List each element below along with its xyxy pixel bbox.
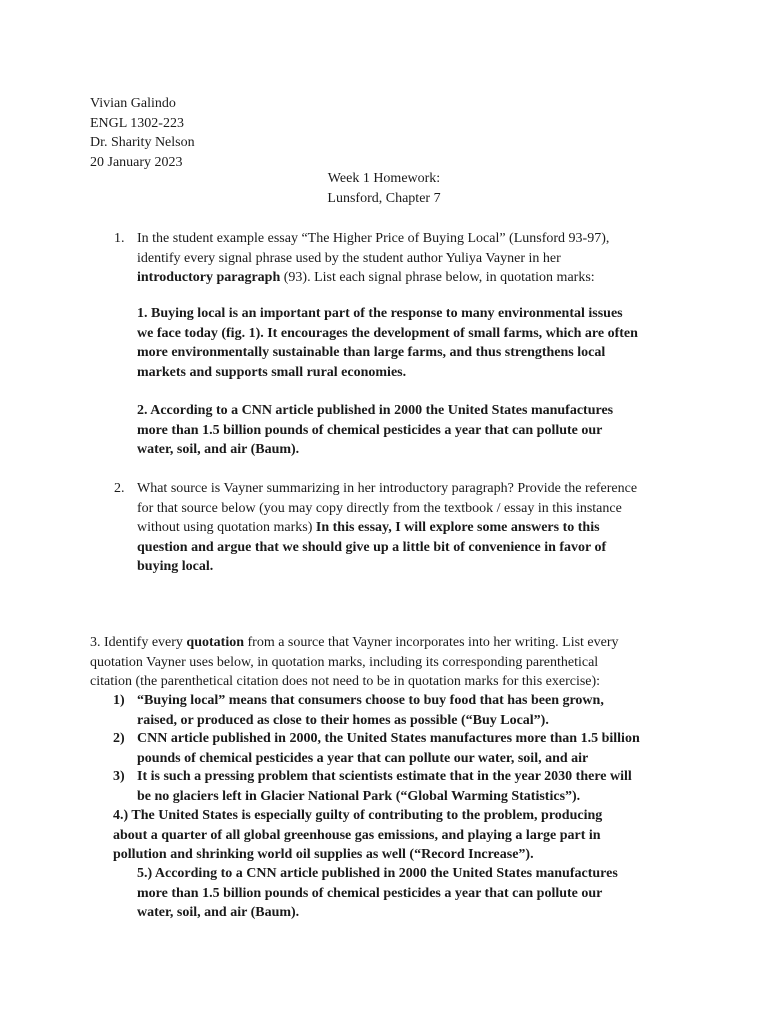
list-item-line: pollution and shrinking world oil supplies as well (“Record Increase”). <box>113 847 534 863</box>
emphasis-text: quotation <box>186 635 244 650</box>
list-item-number: 3) <box>113 769 125 784</box>
question-text-line <box>137 268 609 288</box>
answer-text: In this essay, I will explore some answers to this <box>315 520 600 536</box>
question-text-line: quotation Vayner uses below, in quotation marks, including its corresponding parenthetical <box>90 654 599 670</box>
answer-line: question and argue that we should give up a little bit of convenience in favor of <box>137 539 607 555</box>
answer-line: we face today (fig. 1). It encourages the development of small farms, which are often <box>137 325 638 341</box>
question-text-line <box>90 633 619 653</box>
answer-2 <box>137 401 613 460</box>
question-text: 3. Identify every <box>90 635 187 650</box>
question-text-line: What source is Vayner summarizing in her introductory paragraph? Provide the reference <box>137 481 638 496</box>
answer-1 <box>137 304 638 382</box>
document-date: 20 January 2023 <box>90 154 183 170</box>
list-item-number: 1) <box>113 693 125 708</box>
list-item-line: “Buying local” means that consumers choose to buy food that has been grown, <box>137 693 604 708</box>
question-number: 1. <box>114 231 125 246</box>
answer-line: 2. According to a CNN article published in 2000 the United States manufactures <box>137 403 614 418</box>
question-text: (93). List each signal phrase below, in quotation marks: <box>280 270 595 286</box>
list-item <box>137 864 618 923</box>
question-text-line: for that source below (you may copy directly from the textbook / essay in this instance <box>137 500 622 516</box>
list-item-line: be no glaciers left in Glacier National Park (“Global Warming Statistics”). <box>137 788 581 804</box>
title-line-1: Week 1 Homework: <box>327 171 441 186</box>
document-title <box>0 169 768 208</box>
answer-line: 1. Buying local is an important part of the response to many environmental issues <box>137 306 623 321</box>
answer-line: buying local. <box>137 559 214 575</box>
author-name: Vivian Galindo <box>90 96 176 111</box>
document-header <box>90 94 195 172</box>
list-item-line: CNN article published in 2000, the United States manufactures more than 1.5 billion <box>137 731 640 746</box>
list-item-line: more than 1.5 billion pounds of chemical pesticides a year that can pollute our <box>137 885 603 901</box>
list-item-line: It is such a pressing problem that scientists estimate that in the year 2030 there will <box>137 769 632 784</box>
list-item-line: pounds of chemical pesticides a year that can pollute our water, soil, and air <box>137 750 589 766</box>
question-text-line: citation (the parenthetical citation does not need to be in quotation marks for this exercise): <box>90 674 601 690</box>
list-item-line: about a quarter of all global greenhouse gas emissions, and playing a large part in <box>113 827 601 843</box>
list-item-line: 4.) The United States is especially guilty of contributing to the problem, producing <box>113 808 603 823</box>
question-text-line: identify every signal phrase used by the student author Yuliya Vayner in her <box>137 250 561 266</box>
answer-line: more than 1.5 billion pounds of chemical pesticides a year that can pollute our <box>137 422 603 438</box>
course-code: ENGL 1302-223 <box>90 115 184 131</box>
question-text: from a source that Vayner incorporates into her writing. List every <box>244 635 619 650</box>
question-number: 2. <box>114 481 125 496</box>
emphasis-text: introductory paragraph <box>137 270 281 286</box>
list-item <box>113 806 602 865</box>
title-line-2: Lunsford, Chapter 7 <box>327 190 441 206</box>
question-text: without using quotation marks) <box>137 520 316 536</box>
question-text-line <box>137 518 637 538</box>
answer-line: markets and supports small rural economies. <box>137 364 407 380</box>
answer-line: water, soil, and air (Baum). <box>137 442 300 458</box>
list-item-line: 5.) According to a CNN article published in 2000 the United States manufactures <box>137 866 618 881</box>
list-item-line: water, soil, and air (Baum). <box>137 905 300 921</box>
list-item-line: raised, or produced as close to their homes as possible (“Buy Local”). <box>137 712 549 728</box>
question-text-line: In the student example essay “The Higher Price of Buying Local” (Lunsford 93-97), <box>137 231 610 246</box>
instructor-name: Dr. Sharity Nelson <box>90 135 195 151</box>
question-3 <box>90 633 619 692</box>
answer-line: more environmentally sustainable than large farms, and thus strengthens local <box>137 345 606 361</box>
list-item-number: 2) <box>113 731 125 746</box>
